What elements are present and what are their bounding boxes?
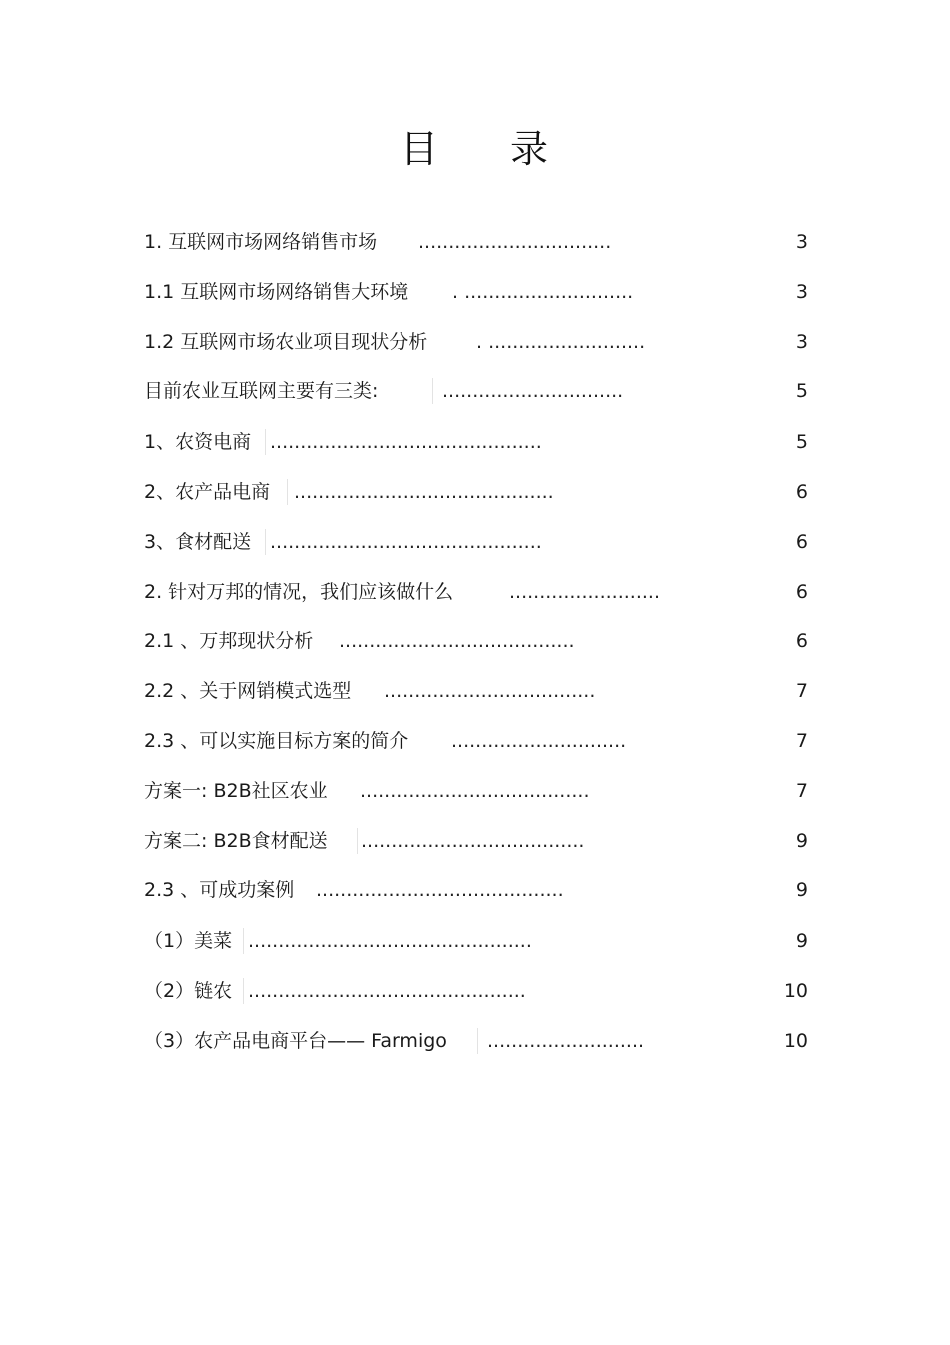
page-title <box>0 118 950 173</box>
toc-entry[interactable] <box>144 726 808 756</box>
toc-entry-leader: .......................... <box>487 1030 645 1052</box>
field-separator <box>243 978 244 1004</box>
toc-entry-leader: ............................................... <box>248 930 532 952</box>
toc-entry-label: 3、食材配送 <box>144 531 252 553</box>
toc-entry-label: 2.3 、可以实施目标方案的简介 <box>144 730 409 752</box>
toc-entry-page: 6 <box>795 481 808 503</box>
field-separator <box>477 1028 478 1054</box>
title-char-2: 录 <box>510 127 551 171</box>
title-char-1: 目 <box>399 127 440 171</box>
toc-entry-page: 9 <box>795 930 808 952</box>
toc-entry-page: 7 <box>795 780 808 802</box>
toc-entry-leader: ......................................... <box>316 879 564 901</box>
toc-entry[interactable] <box>144 926 808 956</box>
toc-entry[interactable] <box>144 227 808 257</box>
toc-entry-label: （1）美菜 <box>144 930 233 952</box>
field-separator <box>265 429 266 455</box>
toc-entry-page: 6 <box>795 630 808 652</box>
toc-entry-label: （2）链农 <box>144 980 233 1002</box>
toc-entry-page: 3 <box>795 281 808 303</box>
toc-entry-leader: ........................................... <box>294 481 554 503</box>
toc-entry-leader: ............................. <box>451 730 627 752</box>
toc-entry-label: 2.1 、万邦现状分析 <box>144 630 314 652</box>
toc-entry[interactable] <box>144 376 808 406</box>
toc-entry[interactable] <box>144 1026 808 1056</box>
toc-entry-label: 1、农资电商 <box>144 431 252 453</box>
toc-entry-page: 9 <box>795 879 808 901</box>
field-separator <box>265 529 266 555</box>
field-separator <box>287 479 288 505</box>
toc-entry[interactable] <box>144 676 808 706</box>
toc-entry-label: （3）农产品电商平台—— Farmigo <box>144 1030 447 1052</box>
toc-entry-page: 10 <box>783 1030 808 1052</box>
toc-entry-leader: ....................................... <box>339 630 575 652</box>
toc-entry-page: 10 <box>783 980 808 1002</box>
toc-entry-label: 目前农业互联网主要有三类: <box>144 380 379 402</box>
toc-entry[interactable] <box>144 277 808 307</box>
toc-entry-page: 3 <box>795 231 808 253</box>
toc-entry[interactable] <box>144 826 808 856</box>
toc-entry[interactable] <box>144 477 808 507</box>
toc-entry-leader: ......................... <box>509 581 660 603</box>
toc-entry[interactable] <box>144 327 808 357</box>
toc-entry-leader: ..................................... <box>361 830 585 852</box>
toc-entry-leader: . ............................ <box>452 281 634 303</box>
toc-entry[interactable] <box>144 427 808 457</box>
toc-entry-label: 1.1 互联网市场网络销售大环境 <box>144 281 409 303</box>
toc-entry-page: 3 <box>795 331 808 353</box>
field-separator <box>243 928 244 954</box>
toc-entry-leader: .............................................. <box>248 980 526 1002</box>
toc-entry-leader: ................................... <box>384 680 596 702</box>
toc-entry-leader: ................................ <box>418 231 612 253</box>
toc-entry[interactable] <box>144 527 808 557</box>
toc-entry-page: 7 <box>795 730 808 752</box>
toc-entry-label: 2.2 、关于网销模式选型 <box>144 680 352 702</box>
field-separator <box>357 828 358 854</box>
toc-entry[interactable] <box>144 577 808 607</box>
toc-entry-label: 2、农产品电商 <box>144 481 271 503</box>
toc-entry-leader: . .......................... <box>476 331 646 353</box>
toc-entry-leader: ...................................... <box>360 780 590 802</box>
toc-entry-page: 5 <box>795 431 808 453</box>
toc-entry-label: 方案一: B2B社区农业 <box>144 780 328 802</box>
toc-entry-page: 5 <box>795 380 808 402</box>
toc-entry[interactable] <box>144 776 808 806</box>
toc-entry-label: 方案二: B2B食材配送 <box>144 830 328 852</box>
toc-entry-label: 2. 针对万邦的情况，我们应该做什么 <box>144 581 454 603</box>
toc-entry-label: 2.3 、可成功案例 <box>144 879 295 901</box>
toc-entry-page: 6 <box>795 581 808 603</box>
toc-entry[interactable] <box>144 875 808 905</box>
toc-entry-page: 9 <box>795 830 808 852</box>
toc-entry-label: 1.2 互联网市场农业项目现状分析 <box>144 331 428 353</box>
toc-entry-leader: ............................................. <box>270 431 542 453</box>
toc-entry[interactable] <box>144 976 808 1006</box>
toc-entry-leader: ............................................. <box>270 531 542 553</box>
toc-entry-label: 1. 互联网市场网络销售市场 <box>144 231 378 253</box>
toc-entry-leader: .............................. <box>442 380 624 402</box>
field-separator <box>432 378 433 404</box>
toc-entry[interactable] <box>144 626 808 656</box>
toc-entry-page: 6 <box>795 531 808 553</box>
toc-entry-page: 7 <box>795 680 808 702</box>
